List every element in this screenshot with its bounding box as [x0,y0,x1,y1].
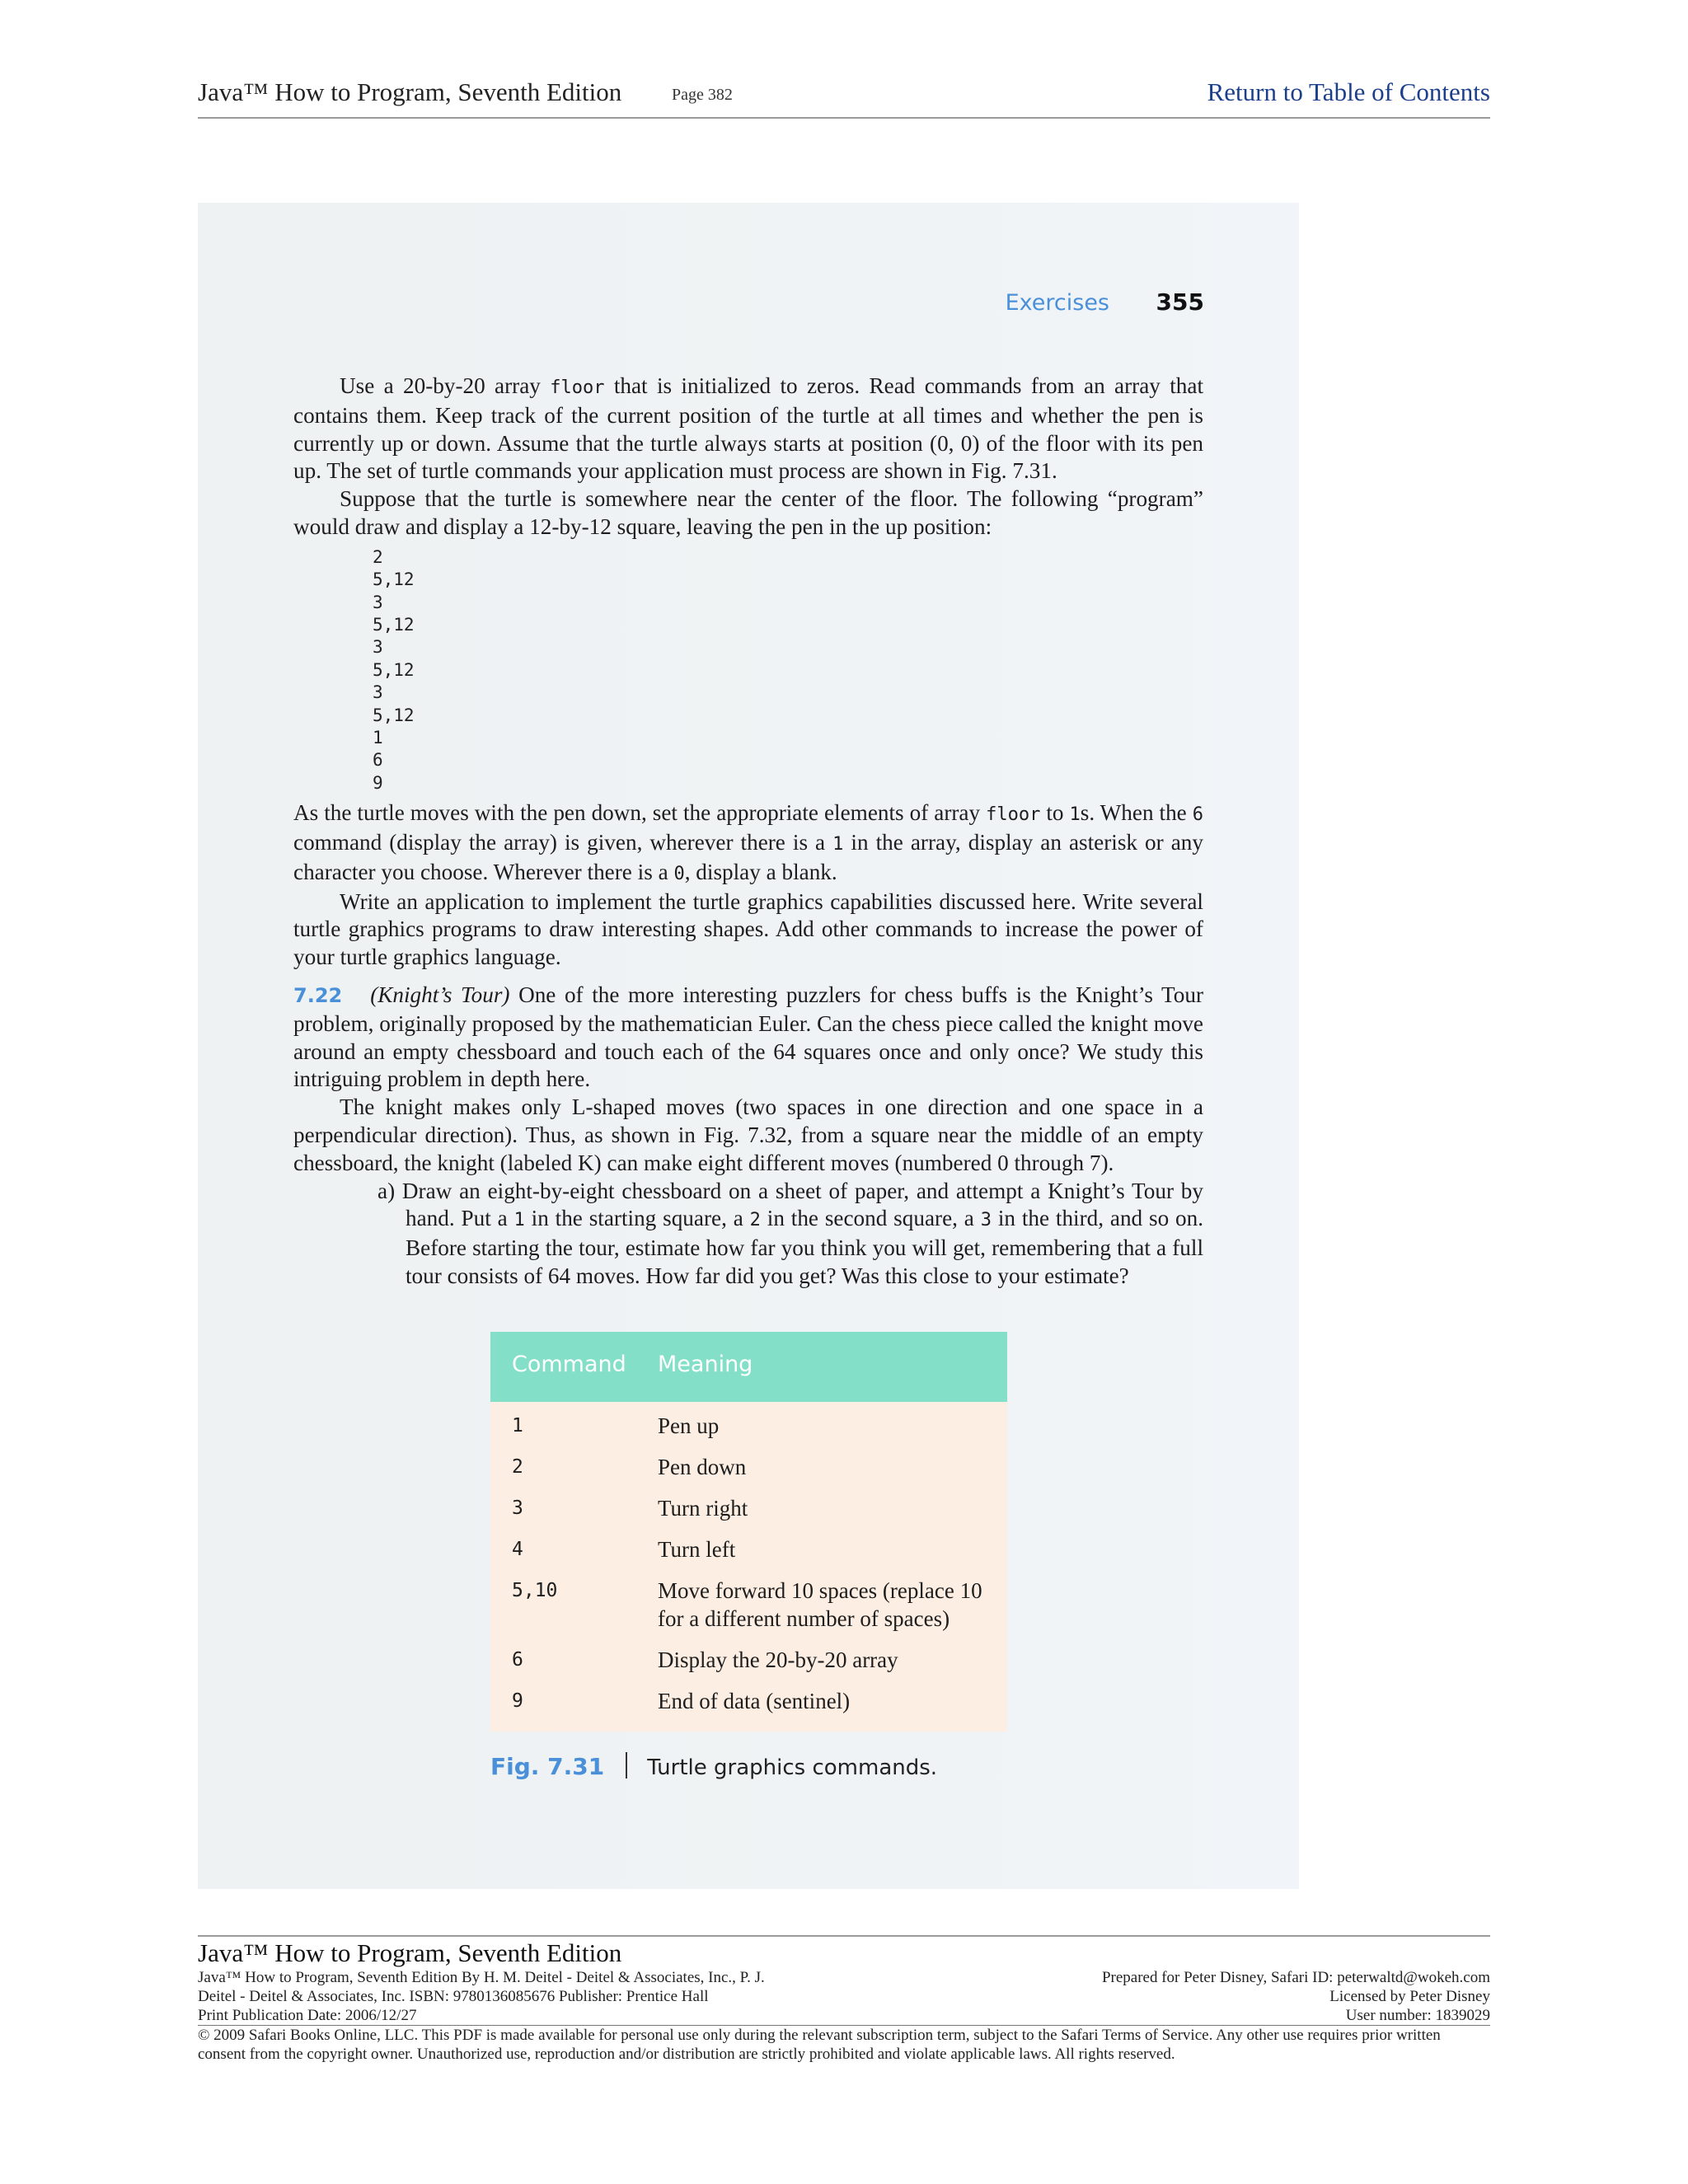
list-item: a) Draw an eight-by-eight chessboard on a sheet of paper, and attempt a Knight’s Tour by hand. Put a 1 in the starting square, a 2 in the second square, a 3 in the third, and so on. Before starting the tour, estimate how far you think you will get, remembering that a full tour consists of 64 moves. How far did you get? Was this close to your estimate? [377,1178,1204,1288]
copyright-notice: © 2009 Safari Books Online, LLC. This PDF is made available for personal use only during the relevant subscription term, subject to the Safari Terms of Service. Any other use requires prior written consent from the copyright owner. Unauthorized use, reproduction and/or distribution are strictly prohibited and violate applicable laws. All rights reserved. [198,2027,1441,2063]
figure-label: Fig. 7.31 [490,1753,605,1780]
paragraph: As the turtle moves with the pen down, set the appropriate elements of array floor to 1s. When the 6 command (display the array) is given, wherever there is a 1 in the array, display an asterisk or any character you choose. Wherever there is a 0, display a blank. [293,800,1203,884]
footer-text: Deitel - Deitel & Associates, Inc. ISBN: 9780136085676 Publisher: Prentice Hall [198,1988,709,2005]
footer-title: Java™ How to Program, Seventh Edition [198,1938,622,1967]
running-head-section: Exercises [1005,290,1109,316]
paragraph: The knight makes only L-shaped moves (two spaces in one direction and one space in a perpendicular direction). Thus, as shown in Fig. 7.32, from a square near the middle of an empty chessboard, the knight (labeled K) can make eight different moves (numbered 0 through 7). [293,1094,1203,1175]
book-page [198,203,1299,1889]
figure-caption [490,1752,937,1780]
footer-text: Prepared for Peter Disney, Safari ID: peterwaltd@wokeh.com [1101,1969,1490,1986]
caption-separator [626,1752,627,1779]
column-header-meaning: Meaning [658,1352,753,1377]
footer-text: Licensed by Peter Disney [1329,1988,1490,2005]
table-row: 9 End of data (sentinel) [512,1689,851,1713]
table-body [490,1402,1007,1732]
footer-text: User number: 1839029 [1345,2007,1490,2024]
table-header [490,1332,1007,1402]
table-row: 4 Turn left [512,1537,736,1562]
paragraph: Suppose that the turtle is somewhere near the center of the floor. The following “program” would draw and display a 12-by-12 square, leaving the pen in the up position: [293,486,1203,539]
paragraph: Write an application to implement the turtle graphics capabilities discussed here. Write several turtle graphics programs to draw interesting shapes. Add other commands to increase the power of your turtle graphics language. [293,888,1203,970]
page-header [198,76,1490,119]
table-row: 2 Pen down [512,1455,747,1479]
code-listing: 2 5,12 3 5,12 3 5,12 3 5,12 1 6 9 [373,546,415,793]
footer-text: Print Publication Date: 2006/12/27 [198,2007,417,2024]
book-title: Java™ How to Program, Seventh Edition [198,77,622,106]
footer-info [198,1968,1490,2006]
table-row: 1 Pen up [512,1413,720,1438]
footer-info [198,2006,1490,2026]
table-row: 3 Turn right [512,1496,748,1521]
table-row: 6 Display the 20-by-20 array [512,1647,898,1672]
paragraph: Use a 20-by-20 array floor that is initialized to zeros. Read commands from an array that contains them. Keep track of the current position of the turtle at all times and whether the pen is currently up or down. Assume that the turtle always starts at position (0, 0) of the floor with its pen up. The set of turtle commands your application must process are shown in Fig. 7.31. [293,373,1203,484]
commands-table [490,1332,1007,1732]
exercise-7-22: 7.22 (Knight’s Tour) One of the more interesting puzzlers for chess buffs is the Knight’s Tour problem, originally proposed by the mathematician Euler. Can the chess piece called the knight move around an empty chessboard and touch each of the 64 squares once and only once? We study this intriguing problem in depth here. [293,982,1203,1092]
page-body [293,373,1203,1291]
column-header-command: Command [512,1352,626,1377]
exercise-title: (Knight’s Tour) [370,982,510,1008]
page-label: Page 382 [672,86,733,104]
footer-divider [198,1935,1490,1937]
figure-caption-text: Turtle graphics commands. [647,1755,938,1780]
exercise-number: 7.22 [293,984,343,1008]
table-row: 5,10 Move forward 10 spaces (replace 10 for a different number of spaces) [512,1578,982,1631]
return-to-toc-link[interactable]: Return to Table of Contents [1207,77,1490,106]
page-number: 355 [1156,288,1204,316]
page-footer [198,1935,1490,2064]
footer-text: Java™ How to Program, Seventh Edition By H. M. Deitel - Deitel & Associates, Inc., P. J. [198,1969,765,1986]
